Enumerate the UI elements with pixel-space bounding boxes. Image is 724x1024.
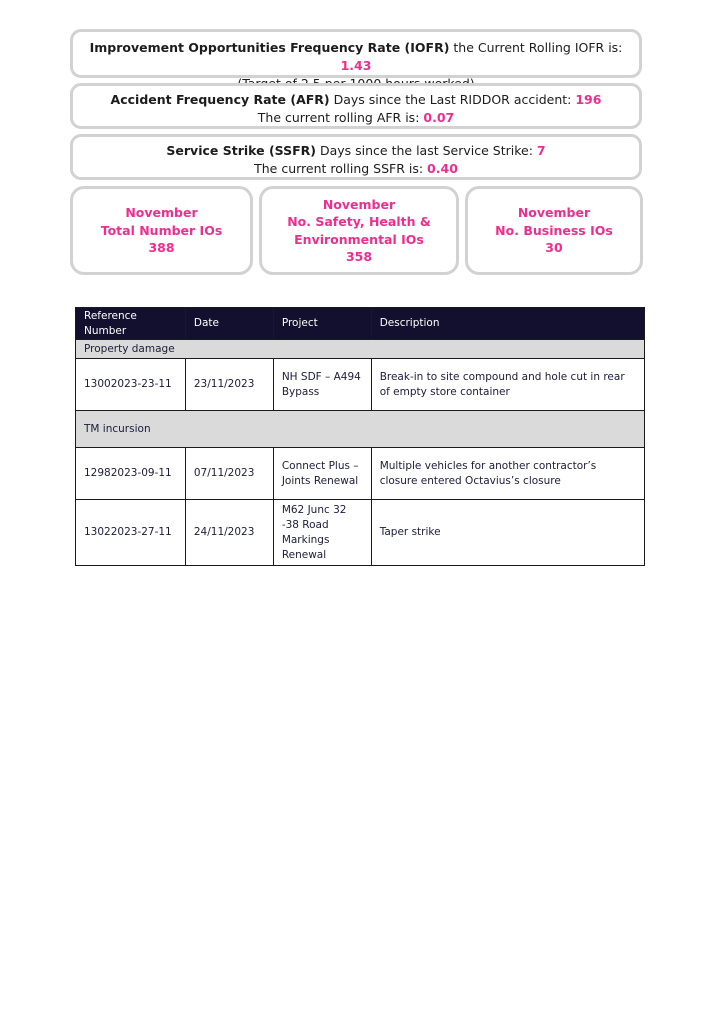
category-row: [76, 411, 645, 448]
safety-ios-card: [259, 186, 459, 275]
cell-date: 24/11/2023: [185, 500, 273, 566]
iofr-title: Improvement Opportunities Frequency Rate (IOFR): [89, 40, 450, 55]
ssfr-rolling-value: 0.40: [427, 161, 458, 176]
ssfr-line-2: [73, 160, 639, 178]
iofr-panel: [70, 29, 642, 78]
cell-description: Break-in to site compound and hole cut in rear of empty store container: [371, 359, 644, 411]
table-row: [76, 359, 645, 411]
afr-line-1: [73, 91, 639, 109]
card-label: No. Safety, Health &: [287, 214, 431, 229]
ssfr-panel: [70, 134, 642, 180]
cell-date: 07/11/2023: [185, 448, 273, 500]
card-label: Total Number IOs: [100, 222, 223, 238]
category-label: TM incursion: [76, 411, 645, 448]
ssfr-rolling-text: The current rolling SSFR is:: [254, 161, 428, 176]
afr-rolling-value: 0.07: [423, 110, 455, 125]
iofr-value: 1.43: [340, 58, 372, 73]
card-value: 30: [545, 240, 563, 256]
header-reference-number: Reference Number: [76, 308, 186, 340]
card-month: November: [125, 205, 198, 221]
header-date: Date: [185, 308, 273, 340]
afr-rolling-text: The current rolling AFR is:: [257, 110, 424, 125]
cell-project: Connect Plus – Joints Renewal: [273, 448, 371, 500]
cell-project: M62 Junc 32 -38 Road Markings Renewal: [273, 500, 371, 566]
ssfr-line-1: [73, 142, 639, 160]
total-ios-card: [70, 186, 253, 275]
header-description: Description: [371, 308, 644, 340]
ssfr-title: Service Strike (SSFR): [166, 143, 316, 158]
cell-description: Multiple vehicles for another contractor’s closure entered Octavius’s closure: [371, 448, 644, 500]
card-label: Environmental IOs: [294, 231, 424, 247]
table-row: [76, 500, 645, 566]
table-header-row: [76, 308, 645, 340]
card-value: 358: [345, 249, 373, 264]
business-ios-card: [465, 186, 643, 275]
iofr-line-1: [73, 39, 639, 75]
cell-project: NH SDF – A494 Bypass: [273, 359, 371, 411]
afr-panel: [70, 83, 642, 129]
afr-days-value: 196: [575, 92, 602, 107]
card-label: No. Business IOs: [495, 222, 613, 238]
cell-reference: 13022023-27-11: [76, 500, 186, 566]
card-month: November: [322, 196, 396, 212]
cell-reference: 13002023-23-11: [76, 359, 186, 411]
afr-title: Accident Frequency Rate (AFR): [110, 92, 330, 107]
card-month: November: [517, 205, 591, 221]
category-label: Property damage: [76, 340, 645, 359]
header-project: Project: [273, 308, 371, 340]
ssfr-days-value: 7: [536, 143, 546, 158]
afr-text: Days since the Last RIDDOR accident:: [329, 92, 576, 107]
cell-reference: 12982023-09-11: [76, 448, 186, 500]
table-row: [76, 448, 645, 500]
afr-line-2: [73, 109, 639, 127]
cell-date: 23/11/2023: [185, 359, 273, 411]
ssfr-text: Days since the last Service Strike:: [316, 143, 537, 158]
card-value: 388: [148, 240, 175, 256]
cell-description: Taper strike: [371, 500, 644, 566]
incident-table: [75, 307, 645, 566]
iofr-text: the Current Rolling IOFR is:: [449, 40, 623, 55]
category-row: [76, 340, 645, 359]
